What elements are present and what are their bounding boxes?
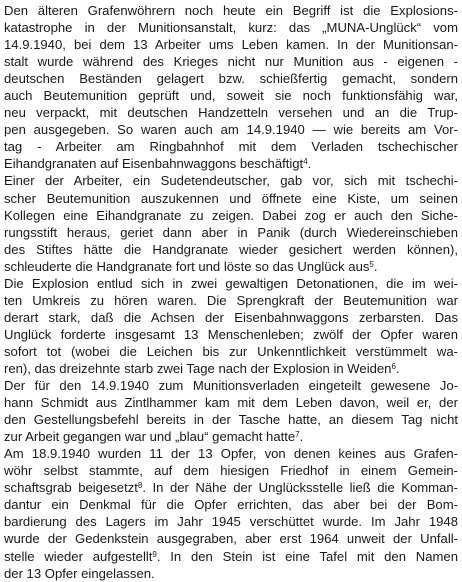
text-line: sofort tot (wobei die Leichen bis zur Unkenntlichkeit verstümmelt wa- [4,343,458,359]
text-line [4,428,458,445]
text-line: Die Explosion entlud sich in zwei gewaltigen Detonationen, die im wei- [4,275,458,291]
text-segment: ren), das dreizehnte starb zwei Tage nach der Explosion in Weiden [4,360,392,376]
text-line: der 13 Opfer eingelassen. [4,565,155,581]
text-line: ten Umkreis zu hören waren. Die Sprengkraft der Beutemunition war [4,292,458,308]
text-line: neu verpackt, mit deutschen Handzetteln versehen und an die Trup- [4,105,458,121]
text-segment: schaftsgrab beigesetzt [4,480,138,496]
footnote-marker: 8 [137,481,143,491]
footnote-marker: 4 [303,157,308,167]
paragraph [4,377,458,445]
text-line: Unglück forderte insgesamt 13 Menschenleben; zwölf der Opfer waren [4,326,458,342]
text-line: derart stark, daß die Achsen der Eisenbahnwaggons zerbarsten. Das [4,309,458,325]
text-line: Kollegen eine Eihandgranate zu zeigen. Dabei zog er auch den Siche- [4,207,458,223]
text-line: auch Beutemunition geprüft und, soweit sie noch funktionsfähig war, [4,88,458,104]
text-segment: . In der Nähe der Unglücksstelle ließ die Komman- [142,480,458,496]
text-line: Einer der Arbeiter, ein Sudetendeutscher, gab vor, sich mit tschechi- [4,173,458,189]
text-line: scher Beutemunition auszukennen und öffnete eine Kiste, um seinen [4,190,458,206]
text-line: Der für den 14.9.1940 zum Munitionsverladen eingeteilt gewesene Jo- [4,378,458,394]
sentence-end: . [373,258,378,274]
text-segment: schleuderte die Handgranate fort und löste so das Unglück aus [4,258,370,274]
text-line: stalt wurde während des Krieges nicht nur Munition aus - eigenen - [4,54,458,70]
text-line: hann Schmidt aus Zintlhammer kam mit dem Leben davon, weil er, der [4,395,458,411]
text-segment: stelle wieder aufgestellt [4,548,153,564]
text-line: Den älteren Grafenwöhrern noch heute ein Begriff ist die Explosions- [4,3,458,18]
text-line: des Stiftes hätte die Handgranate wieder gesichert werden können), [4,241,458,257]
text-line: rungsstift heraus, geriet dann aber in Panik (durch Wiedereinschieben [4,224,458,240]
text-line: pen ausgegeben. So waren auch am 14.9.1940 — wie bereits am Vor- [4,122,458,138]
sentence-end: . [395,360,400,376]
text-line: 14.9.1940, bei dem 13 Arbeiter ums Leben kamen. In der Munitionsan- [4,37,458,53]
paragraph [4,445,458,581]
footnote-marker: 9 [152,549,157,559]
text-line [4,155,458,172]
text-line [4,360,458,377]
paragraph [4,2,458,172]
text-segment: Eihandgranaten auf Eisenbahnwaggons beschäftigt [4,156,304,172]
text-line: katastrophe in der Munitionsanstalt, kurz: das „MUNA-Unglück“ vom [4,20,458,36]
sentence-end: . [299,429,304,445]
footnote-marker: 6 [391,361,396,371]
text-line: Am 18.9.1940 wurden 11 der 13 Opfer, von denen keines aus Grafen- [4,446,458,462]
text-line: den Gestellungsbefehl bereits in der Tasche hatte, an diesem Tag nicht [4,412,458,428]
text-line: bardierung des Lagers im Jahr 1945 verschüttet wurde. Im Jahr 1948 [4,514,458,530]
footnote-marker: 5 [369,259,374,269]
text-line: wöhr selbst stammte, auf dem hiesigen Friedhof in einem Gemein- [4,463,458,479]
text-line: deutschen Beständen gelagert bzw. schießfertig gemacht, sondern [4,71,458,87]
sentence-end: . [307,156,312,172]
paragraph [4,172,458,274]
text-line: tag - Arbeiter am Ringbahnhof mit dem Verladen tschechischer [4,139,458,155]
text-line: wurde der Gedenkstein ausgegraben, aber erst 1964 unweit der Unfall- [4,531,458,547]
footnote-marker: 7 [295,430,300,440]
text-line [4,479,458,496]
text-segment: . In den Stein ist eine Tafel mit den Namen [156,548,458,564]
paragraph [4,275,458,377]
text-segment: zur Arbeit gegangen war und „blau“ gemacht hatte [4,429,296,445]
text-line: dantur ein Denkmal für die Opfer errichten, das aber bei der Bom- [4,497,458,513]
text-line [4,548,458,565]
text-line [4,258,458,275]
